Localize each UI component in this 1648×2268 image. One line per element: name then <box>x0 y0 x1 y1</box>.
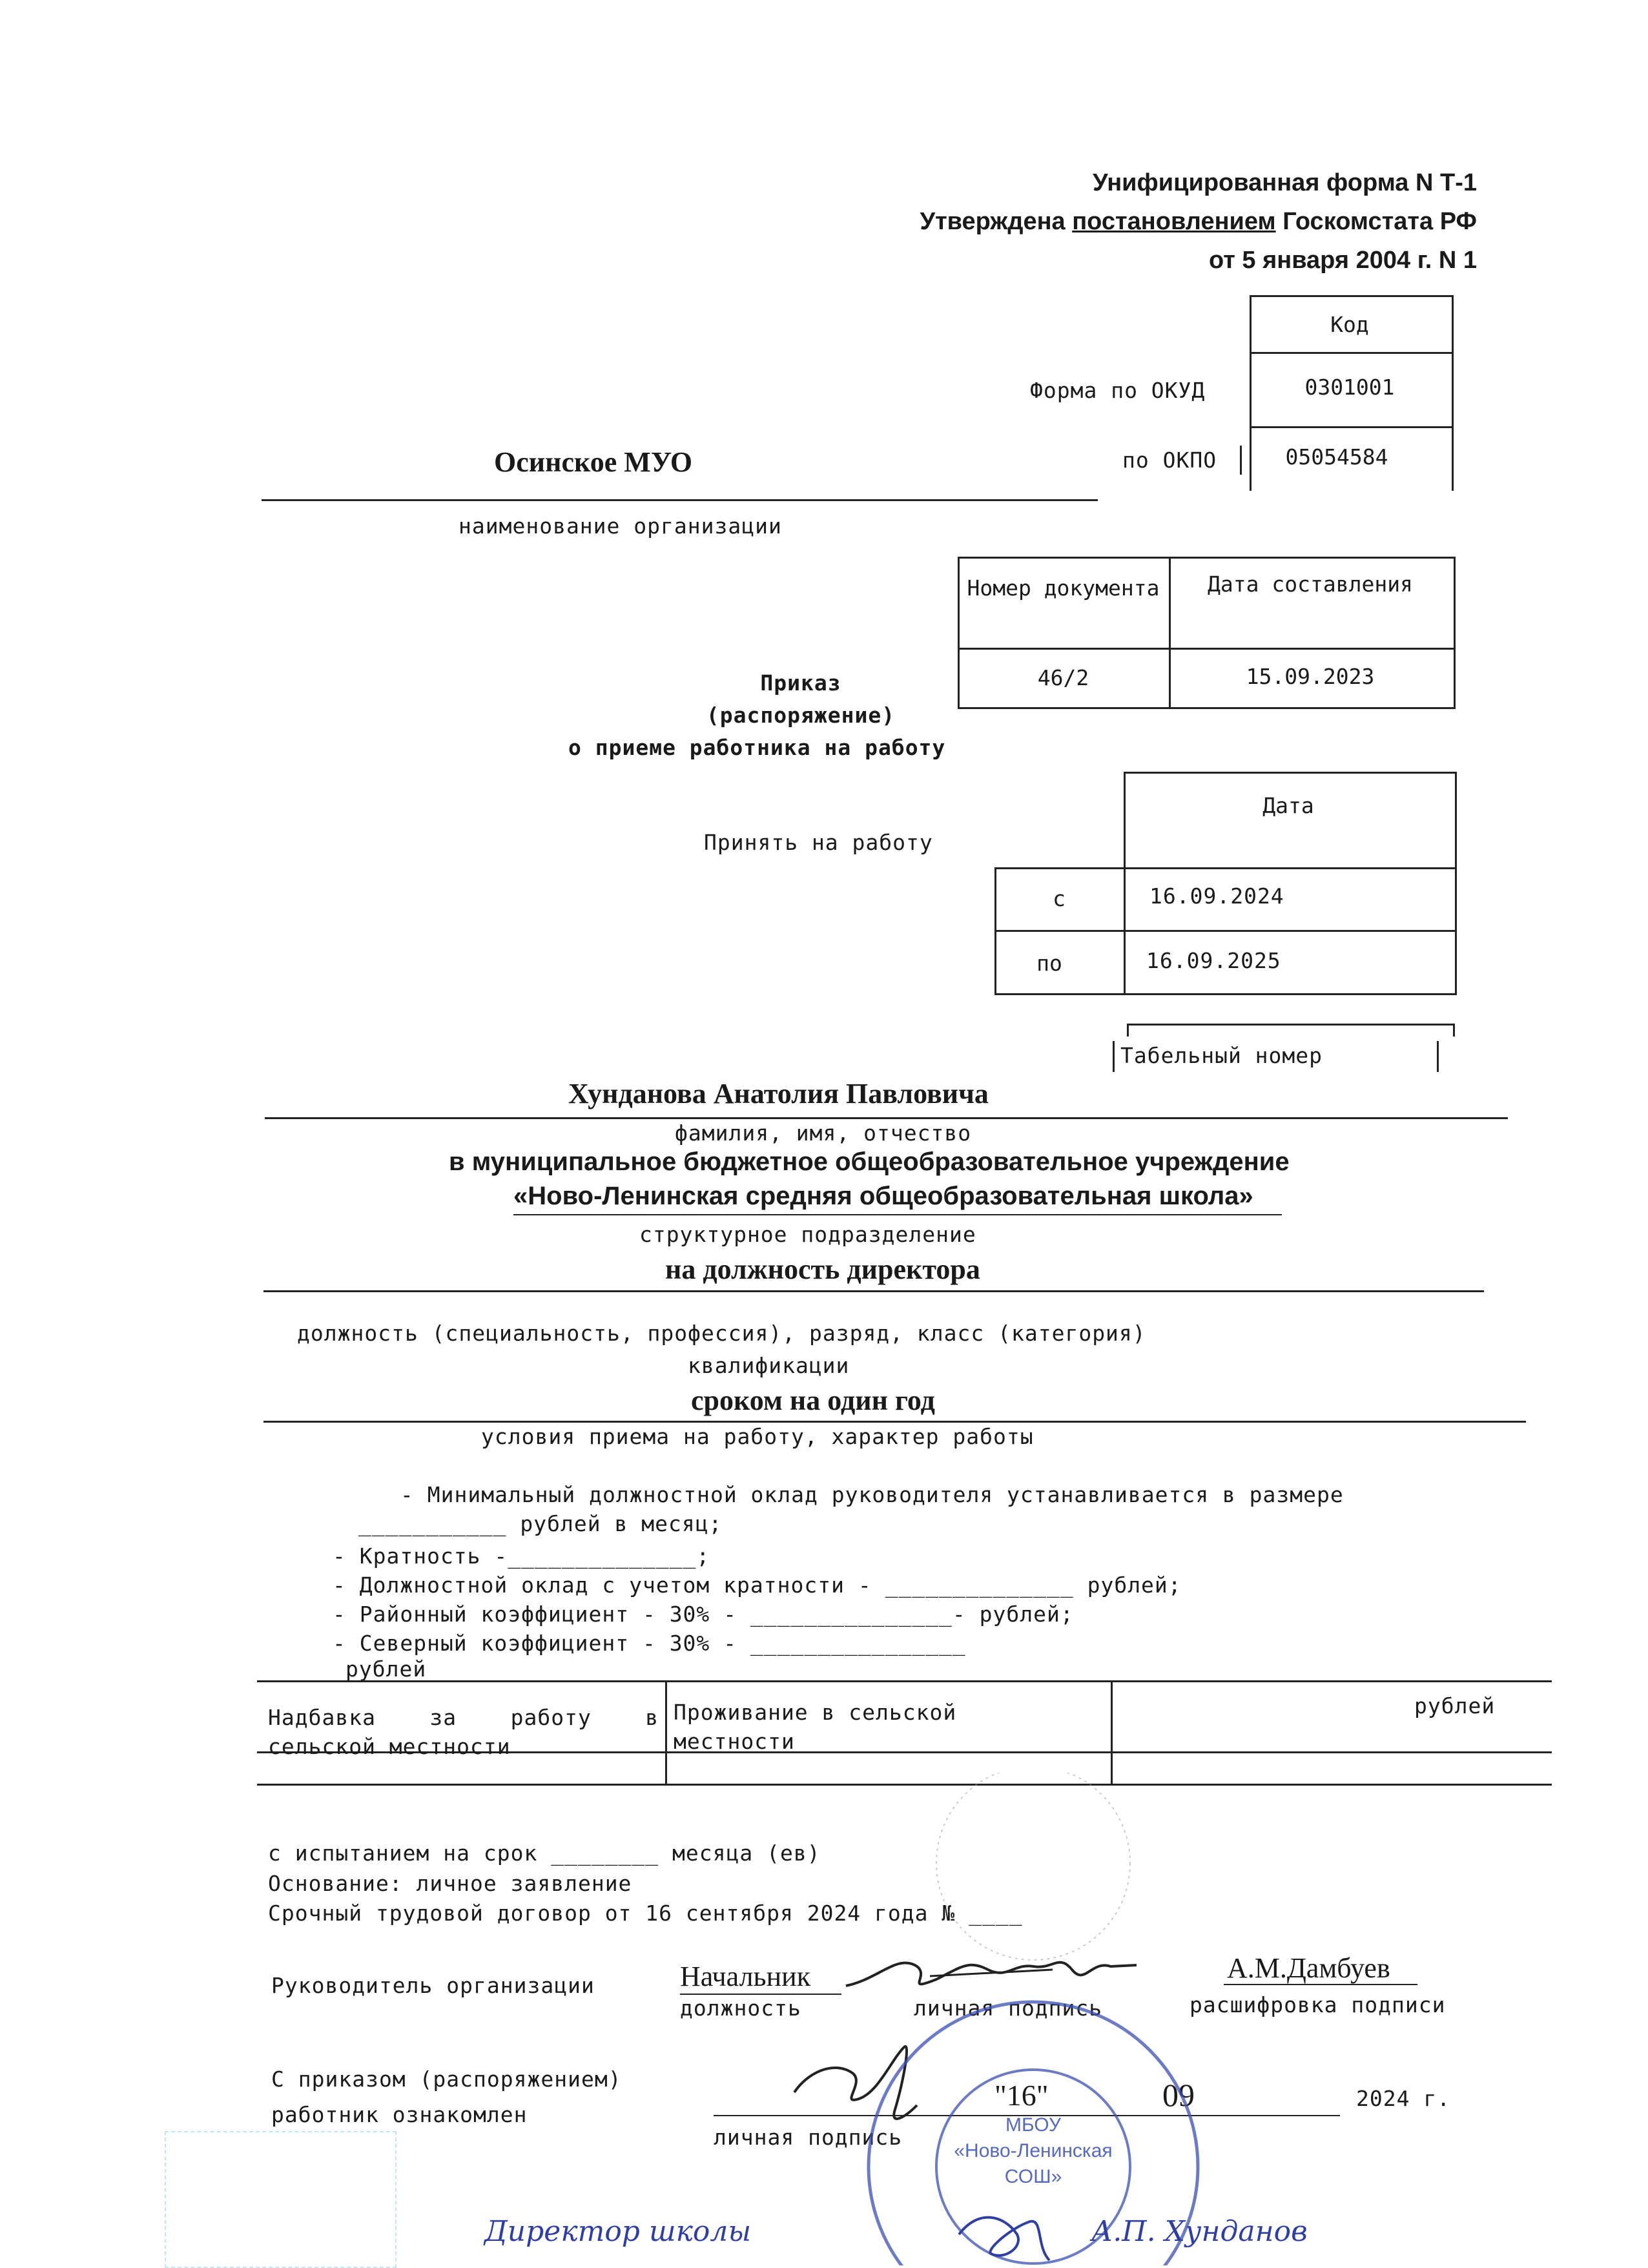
salary-base-with-multiplier: - Должностной оклад с учетом кратности - ______________ рублей; <box>333 1572 1182 1598</box>
employee-name-caption: фамилия, имя, отчество <box>675 1120 972 1146</box>
form-date: от 5 января 2004 г. N 1 <box>1208 247 1477 274</box>
ack-month: 09 <box>1162 2077 1195 2113</box>
allowance-col1-line1: Надбавка за работу в <box>268 1705 659 1730</box>
position-caption-2: квалификации <box>688 1353 850 1378</box>
head-name: А.М.Дамбуев <box>1227 1952 1390 1984</box>
code-header: Код <box>1330 312 1369 337</box>
allowance-col2-line1: Проживание в сельской <box>674 1700 957 1725</box>
doc-number-value: 46/2 <box>1037 665 1089 690</box>
term: сроком на один год <box>691 1385 935 1416</box>
ack-day: "16" <box>994 2079 1049 2112</box>
caption-decode: расшифровка подписи <box>1190 1992 1446 2017</box>
probation: с испытанием на срок ________ месяца (ев) <box>268 1840 821 1866</box>
term-caption: условия приема на работу, характер работы <box>481 1424 1034 1449</box>
division-caption: структурное подразделение <box>639 1222 976 1247</box>
stamp-center-2: «Ново-Ленинская <box>954 2140 1113 2161</box>
basis: Основание: личное заявление <box>268 1871 632 1896</box>
allowance-col1-line2: сельской местности <box>268 1734 511 1759</box>
to-label: по <box>1036 951 1062 976</box>
position-caption: должность (специальность, профессия), разряд, класс (категория) <box>297 1321 1146 1346</box>
ack-year: 2024 г. <box>1356 2086 1451 2111</box>
employee-name: Хунданова Анатолия Павловича <box>568 1078 989 1109</box>
salary-line-1: - Минимальный должностной оклад руководителя устанавливается в размере <box>400 1482 1344 1507</box>
doc-date-header: Дата составления <box>1208 572 1413 597</box>
tab-number-label: Табельный номер <box>1120 1043 1323 1068</box>
caption-position: должность <box>680 1995 801 2021</box>
to-date: 16.09.2025 <box>1146 948 1281 973</box>
ack-line-2: работник ознакомлен <box>271 2102 528 2127</box>
order-title: Приказ <box>760 670 841 696</box>
salary-north-coefficient: - Северный коэффициент - 30% - ________________ <box>333 1631 966 1656</box>
form-title: Унифицированная форма N Т-1 <box>1093 169 1477 196</box>
ack-line-1: С приказом (распоряжением) <box>271 2067 622 2092</box>
allowance-col3: рублей <box>1414 1693 1496 1718</box>
from-date: 16.09.2024 <box>1149 883 1284 909</box>
head-position: Начальник <box>680 1961 811 1992</box>
contract: Срочный трудовой договор от 16 сентября 2024 года № ____ <box>268 1901 1023 1926</box>
division-line1: в муниципальное бюджетное общеобразовательное учреждение <box>449 1148 1290 1176</box>
from-label: с <box>1053 886 1066 911</box>
stamp-center-1: МБОУ <box>1005 2114 1062 2136</box>
order-purpose: о приеме работника на работу <box>568 735 946 760</box>
faint-stamp <box>165 2131 397 2268</box>
order-subtitle: (распоряжение) <box>706 703 896 728</box>
okpo-label: по ОКПО <box>1122 448 1217 473</box>
allowance-col2-line2: местности <box>674 1729 795 1754</box>
date-header: Дата <box>1262 793 1314 818</box>
ack-signature-caption: личная подпись <box>714 2125 903 2150</box>
okud-value: 0301001 <box>1304 375 1395 400</box>
doc-number-header: Номер документа <box>967 575 1160 601</box>
position: на должность директора <box>665 1253 980 1285</box>
caption-signature: личная подпись <box>914 1995 1103 2021</box>
salary-rubles: рублей <box>345 1656 427 1682</box>
approval-suffix: Госкомстата РФ <box>1275 208 1477 235</box>
organization-name: Осинское МУО <box>494 446 693 478</box>
handwritten-signature <box>946 2189 1062 2265</box>
form-approval <box>920 208 1477 236</box>
salary-line-2: ___________ рублей в месяц; <box>358 1511 723 1536</box>
approval-link[interactable]: постановлением <box>1072 208 1276 235</box>
division-line2: «Ново-Ленинская средняя общеобразовательная школа» <box>513 1182 1253 1210</box>
head-label: Руководитель организации <box>271 1973 595 1998</box>
handwritten-name: А.П. Хунданов <box>1091 2215 1308 2248</box>
doc-date-value: 15.09.2023 <box>1246 664 1375 689</box>
okpo-value: 05054584 <box>1285 444 1388 469</box>
accept-label: Принять на работу <box>704 830 933 855</box>
organization-caption: наименование организации <box>458 513 782 539</box>
stamp-center-3: СОШ» <box>1004 2166 1062 2187</box>
okud-label: Форма по ОКУД <box>1030 378 1206 403</box>
salary-multiplier: - Кратность -______________; <box>333 1543 710 1569</box>
approval-prefix: Утверждена <box>920 208 1073 235</box>
handwritten-position: Директор школы <box>484 2215 752 2248</box>
salary-district-coefficient: - Районный коэффициент - 30% - _______________- рублей; <box>333 1602 1074 1627</box>
